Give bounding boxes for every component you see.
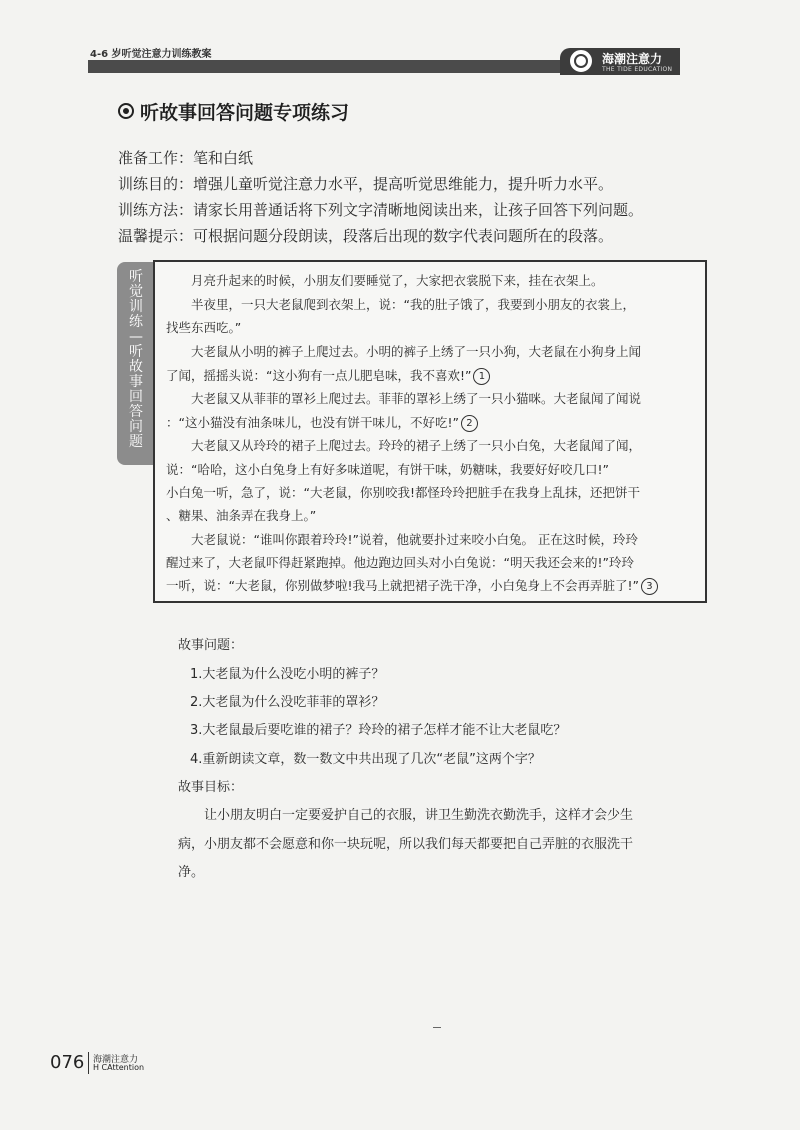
header-bar — [88, 60, 560, 73]
page-title: 听故事回答问题专项练习 — [140, 102, 350, 124]
question-item: 4.重新朗读文章，数一数文中共出现了几次“老鼠”这两个字？ — [190, 752, 541, 767]
info-goal: 训练目的：增强儿童听觉注意力水平，提高听觉思维能力，提升听力水平。 — [118, 175, 614, 193]
footer-brand-en: H CAttention — [93, 1063, 145, 1072]
story-line: 月亮升起来的时候，小朋友们要睡觉了，大家把衣裳脱下来，挂在衣架上。 — [166, 273, 604, 288]
brand-logo-icon — [568, 48, 594, 74]
header-brand-sub: THE TIDE EDUCATION — [602, 66, 673, 73]
story-line: 找些东西吃。” — [166, 320, 242, 335]
book-title: 4-6 岁听觉注意力训练教案 — [90, 49, 212, 60]
story-line: 半夜里，一只大老鼠爬到衣架上，说：“我的肚子饿了，我要到小朋友的衣裳上， — [166, 297, 635, 312]
story-line: 小白兔一听，急了，说：“大老鼠，你别咬我!都怪玲玲把脏手在我身上乱抹，还把饼干 — [166, 485, 640, 500]
story-line-with-marker — [166, 366, 490, 385]
story-line: 大老鼠说：“谁叫你跟着玲玲!”说着，他就要扑过来咬小白兔。 正在这时候，玲玲 — [166, 532, 638, 547]
info-method: 训练方法：请家长用普通话将下列文字清晰地阅读出来，让孩子回答下列问题。 — [118, 201, 644, 219]
story-line: 、糖果、油条弄在我身上。” — [166, 508, 317, 523]
question-item: 1.大老鼠为什么没吃小明的裤子？ — [190, 667, 385, 682]
story-line: 大老鼠从小明的裤子上爬过去。小明的裤子上绣了一只小狗，大老鼠在小狗身上闻 — [166, 344, 642, 359]
story-line: 了闻，摇摇头说：“这小狗有一点儿肥皂味，我不喜欢!” — [166, 368, 472, 383]
question-item: 2.大老鼠为什么没吃菲菲的罩衫？ — [190, 695, 385, 710]
goal-line: 病，小朋友都不会愿意和你一块玩呢，所以我们每天都要把自己弄脏的衣服洗干 — [178, 837, 634, 852]
info-prep: 准备工作：笔和白纸 — [118, 149, 254, 167]
story-line: 一听，说：“大老鼠，你别做梦啦!我马上就把裙子洗干净，小白兔身上不会再弄脏了!” — [166, 578, 639, 593]
side-tab-label: 听觉训练—听故事回答问题 — [129, 269, 143, 450]
paragraph-marker-1: 1 — [473, 368, 490, 385]
goal-line: 让小朋友明白一定要爱护自己的衣服，讲卫生勤洗衣勤洗手，这样才会少生 — [178, 808, 634, 823]
story-line: ：“这小猫没有油条味儿，也没有饼干味儿，不好吃!” — [166, 415, 459, 430]
footer-brand: 海潮注意力 — [93, 1055, 139, 1065]
story-line: 说：“哈哈，这小白兔身上有好多味道呢，有饼干味，奶糖味，我要好好咬几口!” — [166, 462, 609, 477]
divider — [433, 1027, 441, 1028]
story-line-with-marker — [166, 576, 658, 595]
story-line: 大老鼠又从玲玲的裙子上爬过去。玲玲的裙子上绣了一只小白兔，大老鼠闻了闻， — [166, 438, 642, 453]
bullet-circle-icon — [118, 103, 134, 119]
info-tip: 温馨提示：可根据问题分段朗读，段落后出现的数字代表问题所在的段落。 — [118, 227, 614, 245]
question-item: 3.大老鼠最后要吃谁的裙子？玲玲的裙子怎样才能不让大老鼠吃？ — [190, 723, 567, 738]
paragraph-marker-3: 3 — [641, 578, 658, 595]
story-line: 大老鼠又从菲菲的罩衫上爬过去。菲菲的罩衫上绣了一只小猫咪。大老鼠闻了闻说 — [166, 391, 642, 406]
questions-heading: 故事问题： — [178, 638, 244, 653]
goal-heading: 故事目标： — [178, 780, 244, 795]
page-number: 076 — [50, 1052, 85, 1073]
story-line-with-marker — [166, 413, 478, 432]
story-line: 醒过来了，大老鼠吓得赶紧跑掉。他边跑边回头对小白兔说：“明天我还会来的!”玲玲 — [166, 555, 634, 570]
paragraph-marker-2: 2 — [461, 415, 478, 432]
header-brand: 海潮注意力 — [602, 52, 663, 66]
footer-divider — [88, 1052, 89, 1074]
goal-line: 净。 — [178, 865, 205, 880]
